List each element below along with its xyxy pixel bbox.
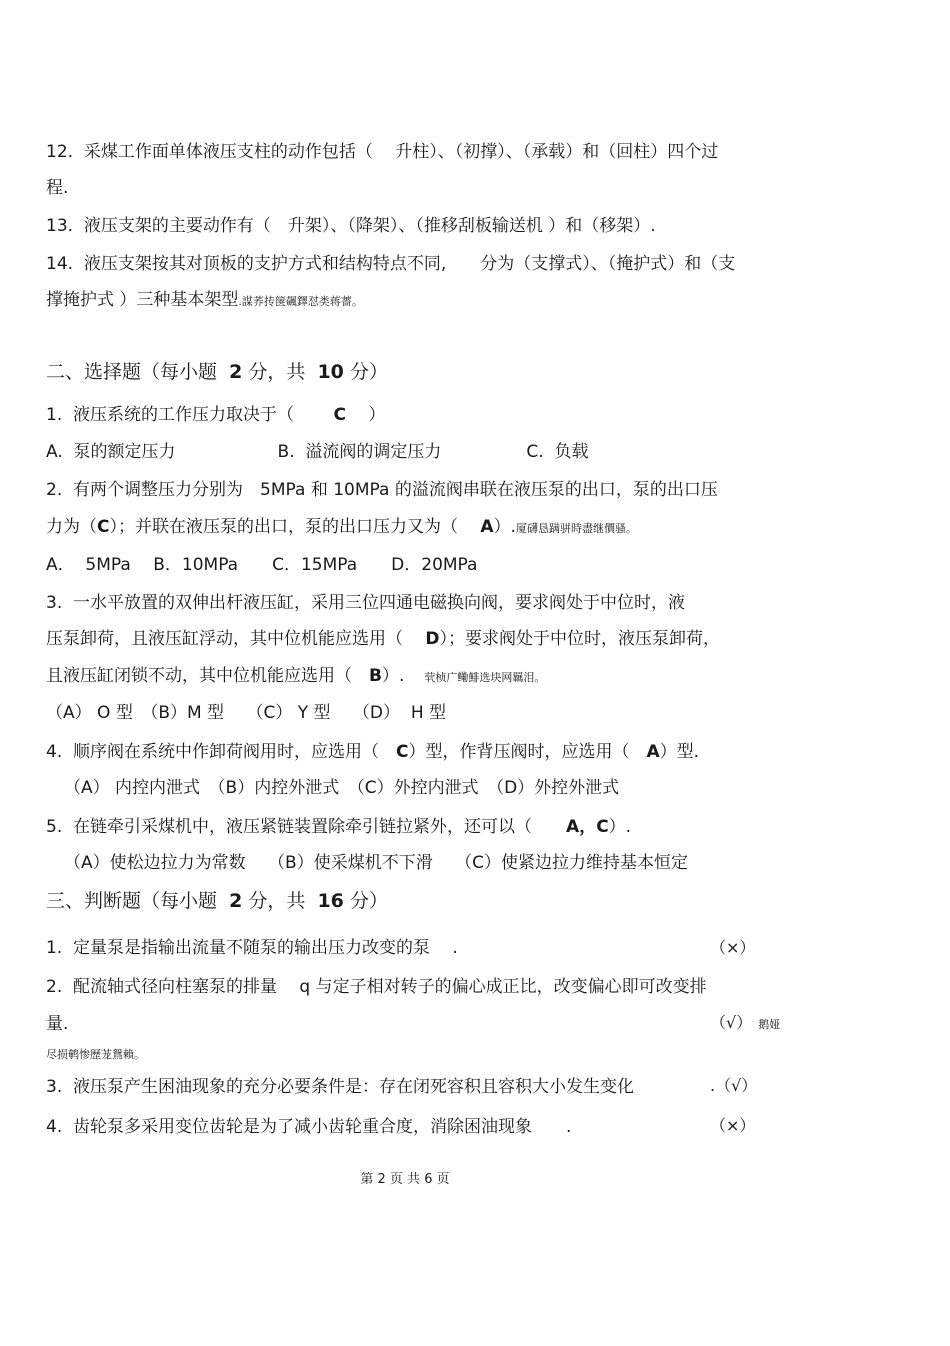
section2-heading-pts: 2 bbox=[229, 361, 243, 383]
tf-q1: 1. 定量泵是指输出流量不随泵的输出压力改变的泵 . bbox=[46, 938, 458, 958]
section3-heading-pre: 三、判断题（每小题 bbox=[46, 890, 230, 912]
mc-q2-answer1: C bbox=[97, 517, 110, 537]
mc-q4-answer2: A bbox=[646, 742, 660, 762]
mc-q1-post: ） bbox=[345, 405, 386, 425]
mc-q2-line2-mid: ）；并联在液压泵的出口，泵的出口压力又为（ bbox=[109, 517, 481, 537]
page-footer: 第 2 页 共 6 页 bbox=[360, 1172, 450, 1187]
mc-q3-line3 bbox=[46, 665, 545, 689]
section3-heading-total: 16 bbox=[317, 890, 344, 912]
section2-heading-total: 10 bbox=[317, 361, 344, 383]
mc-q1-answer: C bbox=[333, 405, 346, 425]
mc-q2-line2-post: ）. bbox=[493, 517, 516, 537]
tf-q4: 4. 齿轮泵多采用变位齿轮是为了减小齿轮重合度，消除困油现象 . bbox=[46, 1117, 572, 1137]
tf-q2-answer-mark: （√） bbox=[710, 1013, 753, 1032]
q14-noise: .謀荞抟箧飆鐸怼类蒋薔。 bbox=[238, 295, 363, 308]
mc-q4-mid: ）型，作背压阀时，应选用（ bbox=[408, 742, 647, 762]
mc-q3-line2-pre: 压泵卸荷，且液压缸浮动，其中位机能应选用（ bbox=[46, 629, 426, 649]
section3-heading-mid: 分，共 bbox=[242, 890, 318, 912]
tf-q2-line1: 2. 配流轴式径向柱塞泵的排量 q 与定子相对转子的偏心成正比，改变偏心即可改变排 bbox=[46, 977, 707, 997]
mc-q1 bbox=[46, 404, 385, 426]
tf-q2-answer bbox=[710, 1012, 780, 1036]
mc-q3-line1: 3. 一水平放置的双伸出杆液压缸，采用三位四通电磁换向阀，要求阀处于中位时，液 bbox=[46, 593, 686, 613]
tf-q2-noise2: 尽损鹌惨歷茏鴛賴。 bbox=[46, 1048, 145, 1061]
q14-text: 撑掩护式 ）三种基本架型 bbox=[46, 290, 239, 310]
mc-q3-noise: 茕桢广鳓鯡选块网羈泪。 bbox=[424, 671, 546, 684]
mc-q2-answer2: A bbox=[480, 517, 494, 537]
mc-q3-line3-post: ）. bbox=[381, 666, 405, 686]
mc-q3-line2-post: ）；要求阀处于中位时，液压泵卸荷， bbox=[439, 629, 721, 649]
section2-heading-pre: 二、选择题（每小题 bbox=[46, 361, 230, 383]
mc-q1-pre: 1. 液压系统的工作压力取决于（ bbox=[46, 405, 334, 425]
mc-q4 bbox=[46, 741, 699, 763]
mc-q2-noise: 厦礴恳蹒骈時盡继價骚。 bbox=[515, 522, 637, 535]
tf-q3: 3. 液压泵产生困油现象的充分必要条件是：存在闭死容积且容积大小发生变化 bbox=[46, 1077, 635, 1097]
mc-q5-answer: A，C bbox=[566, 817, 609, 837]
mc-q2-line1: 2. 有两个调整压力分别为 5MPa 和 10MPa 的溢流阀串联在液压泵的出口，泵的出口压 bbox=[46, 480, 718, 500]
mc-q2-options: A． 5MPa B．10MPa C．15MPa D．20MPa bbox=[46, 555, 478, 575]
mc-q3-line3-pre: 且液压缸闭锁不动，其中位机能应选用（ bbox=[46, 666, 369, 686]
tf-q2-line2: 量. bbox=[46, 1014, 69, 1034]
q12-line1: 12. 采煤工作面单体液压支柱的动作包括（ 升柱）、（初撑）、（承载）和（回柱）四个过 bbox=[46, 142, 719, 162]
mc-q5-pre: 5. 在链牵引采煤机中，液压紧链装置除牵引链拉紧外，还可以（ bbox=[46, 817, 567, 837]
mc-q4-post: ）型. bbox=[659, 742, 700, 762]
q12-line2: 程. bbox=[46, 178, 69, 198]
mc-q3-answer2: B bbox=[369, 666, 382, 686]
mc-q2-line2 bbox=[46, 516, 637, 540]
tf-q2-noise1: 鹅娅 bbox=[758, 1018, 781, 1031]
q13: 13. 液压支架的主要动作有（ 升架）、（降架）、（推移刮板输送机 ）和（移架）. bbox=[46, 216, 656, 236]
tf-q3-answer: .（√） bbox=[710, 1076, 758, 1095]
mc-q4-answer1: C bbox=[396, 742, 409, 762]
mc-q5-post: ）. bbox=[608, 817, 632, 837]
mc-q5-options: （A）使松边拉力为常数 （B）使采煤机不下滑 （C）使紧边拉力维持基本恒定 bbox=[64, 853, 688, 873]
mc-q3-options: （A） O 型 （B）M 型 （C） Y 型 （D） H 型 bbox=[46, 703, 447, 723]
q14-line2 bbox=[46, 289, 363, 313]
mc-q2-line2-pre: 力为（ bbox=[46, 517, 97, 537]
section2-heading bbox=[46, 361, 388, 383]
tf-q1-answer: （×） bbox=[710, 938, 756, 957]
mc-q4-pre: 4. 顺序阀在系统中作卸荷阀用时，应选用（ bbox=[46, 742, 397, 762]
q14-line1: 14. 液压支架按其对顶板的支护方式和结构特点不同, 分为（支撑式）、（掩护式）和（支 bbox=[46, 254, 736, 274]
mc-q3-line2 bbox=[46, 628, 720, 650]
section3-heading bbox=[46, 890, 388, 912]
section3-heading-pts: 2 bbox=[229, 890, 243, 912]
mc-q5 bbox=[46, 816, 631, 838]
section3-heading-post: 分） bbox=[343, 890, 388, 912]
mc-q1-options: A. 泵的额定压力 B. 溢流阀的调定压力 C. 负载 bbox=[46, 442, 589, 462]
section2-heading-post: 分） bbox=[343, 361, 388, 383]
section2-heading-mid: 分，共 bbox=[242, 361, 318, 383]
tf-q4-answer: （×） bbox=[710, 1116, 756, 1135]
mc-q4-options: （A） 内控内泄式 （B）内控外泄式 （C）外控内泄式 （D）外控外泄式 bbox=[64, 778, 620, 798]
mc-q3-answer1: D bbox=[425, 629, 440, 649]
